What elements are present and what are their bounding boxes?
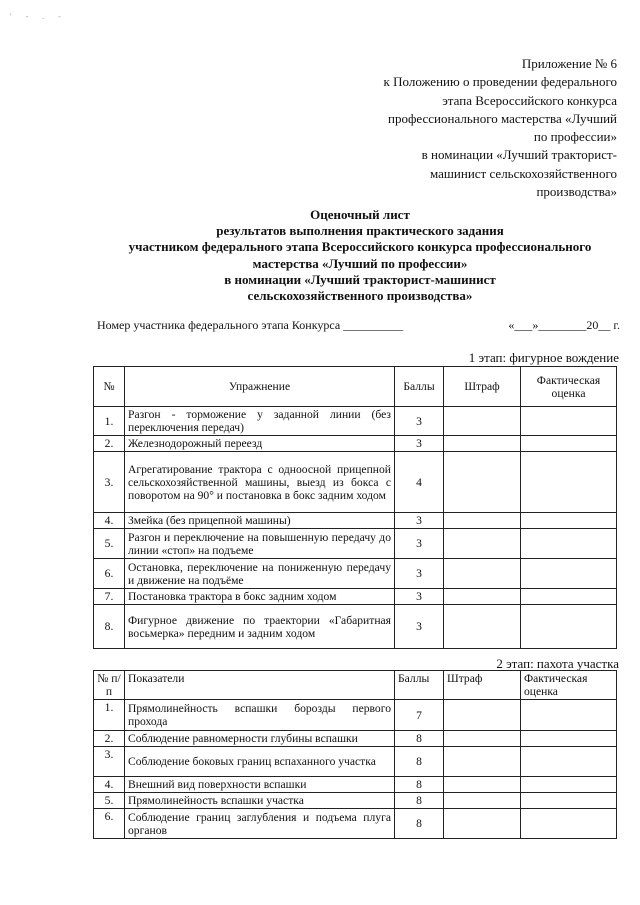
col-header-points: Баллы (395, 367, 444, 407)
actual-score-cell (521, 559, 617, 589)
penalty-cell (444, 436, 521, 452)
appendix-header (317, 55, 617, 201)
document-title (60, 207, 640, 304)
actual-score-cell (521, 747, 617, 777)
penalty-cell (444, 700, 521, 731)
actual-score-cell (521, 731, 617, 747)
points-value: 3 (395, 605, 444, 649)
actual-score-cell (521, 452, 617, 513)
stage1-title: 1 этап: фигурное вождение (468, 350, 619, 365)
col-header-penalty: Штраф (444, 671, 521, 700)
col-header-points: Баллы (395, 671, 444, 700)
exercise-name: Разгон - торможение у заданной линии (без переключения передач) (125, 407, 395, 436)
appendix-line: в номинации «Лучший тракторист- (421, 147, 617, 163)
actual-score-cell (521, 407, 617, 436)
col-header-actual-score: Фактическая оценка (521, 367, 617, 407)
table-row (94, 793, 617, 809)
exercise-name: Железнодорожный переезд (125, 436, 395, 452)
penalty-cell (444, 407, 521, 436)
row-number: 5. (94, 793, 125, 809)
actual-score-cell (521, 809, 617, 839)
points-value: 8 (395, 793, 444, 809)
penalty-cell (444, 589, 521, 605)
table-row (94, 731, 617, 747)
stage2-title: 2 этап: пахота участка (496, 656, 619, 671)
penalty-cell (444, 747, 521, 777)
actual-score-cell (521, 513, 617, 529)
table-row (94, 559, 617, 589)
appendix-line: машинист сельскохозяйственного (430, 165, 617, 181)
exercise-name: Постановка трактора в бокс задним ходом (125, 589, 395, 605)
row-number: 1. (94, 407, 125, 436)
penalty-cell (444, 777, 521, 793)
col-header-penalty: Штраф (444, 367, 521, 407)
points-value: 8 (395, 731, 444, 747)
appendix-line: производства» (536, 184, 617, 200)
actual-score-cell (521, 777, 617, 793)
table-row (94, 589, 617, 605)
actual-score-cell (521, 605, 617, 649)
points-value: 4 (395, 452, 444, 513)
row-number: 4. (94, 777, 125, 793)
scan-corner-marks: ' - . - (10, 12, 67, 21)
table-row (94, 513, 617, 529)
participant-number-label: Номер участника федерального этапа Конкурса __________ (97, 318, 404, 332)
table-row (94, 529, 617, 559)
exercise-name: Змейка (без прицепной машины) (125, 513, 395, 529)
row-number: 3. (94, 452, 125, 513)
table-row (94, 436, 617, 452)
actual-score-cell (521, 436, 617, 452)
points-value: 7 (395, 700, 444, 731)
date-field: «___»________20__ г. (508, 318, 620, 332)
table-header-row (94, 367, 617, 407)
penalty-cell (444, 809, 521, 839)
indicator-name: Соблюдение границ заглубления и подъема плуга органов (125, 809, 395, 839)
indicator-name: Внешний вид поверхности вспашки (125, 777, 395, 793)
title-line: сельскохозяйственного производства» (247, 288, 473, 304)
penalty-cell (444, 731, 521, 747)
col-header-num: № (94, 367, 125, 407)
table-row (94, 605, 617, 649)
actual-score-cell (521, 529, 617, 559)
points-value: 3 (395, 436, 444, 452)
penalty-cell (444, 513, 521, 529)
indicator-name: Соблюдение боковых границ вспаханного участка (125, 747, 395, 777)
col-header-actual-score: Фактическая оценка (521, 671, 617, 700)
points-value: 3 (395, 559, 444, 589)
row-number: 5. (94, 529, 125, 559)
actual-score-cell (521, 793, 617, 809)
appendix-line: к Положению о проведении федерального (383, 74, 617, 90)
row-number: 3. (94, 747, 125, 777)
table-header-row (94, 671, 617, 700)
appendix-line: профессионального мастерства «Лучший (388, 110, 617, 126)
indicator-name: Соблюдение равномерности глубины вспашки (125, 731, 395, 747)
table-row (94, 777, 617, 793)
penalty-cell (444, 559, 521, 589)
indicator-name: Прямолинейность вспашки борозды первого прохода (125, 700, 395, 731)
row-number: 6. (94, 809, 125, 839)
appendix-line: этапа Всероссийского конкурса (442, 92, 617, 108)
title-line: участником федерального этапа Всероссийского конкурса профессионального (128, 239, 592, 255)
title-line: результатов выполнения практического задания (216, 223, 504, 239)
title-line: Оценочный лист (310, 207, 410, 222)
table-row (94, 809, 617, 839)
row-number: 2. (94, 436, 125, 452)
actual-score-cell (521, 700, 617, 731)
exercise-name: Разгон и переключение на повышенную передачу до линии «стоп» на подъеме (125, 529, 395, 559)
appendix-line: по профессии» (533, 129, 617, 145)
exercise-name: Агрегатирование трактора с одноосной прицепной сельскохозяйственной машины, выезд из бокса с поворотом на 90° и постановка в бокс задним ходом (125, 452, 395, 513)
title-line: в номинации «Лучший тракторист-машинист (224, 271, 496, 287)
appendix-line: Приложение № 6 (521, 56, 617, 71)
col-header-exercise: Упражнение (125, 367, 395, 407)
row-number: 1. (94, 700, 125, 731)
exercise-name: Остановка, переключение на пониженную передачу и движение на подъёме (125, 559, 395, 589)
points-value: 8 (395, 777, 444, 793)
points-value: 3 (395, 529, 444, 559)
indicator-name: Прямолинейность вспашки участка (125, 793, 395, 809)
penalty-cell (444, 529, 521, 559)
title-line: мастерства «Лучший по профессии» (252, 255, 468, 271)
points-value: 3 (395, 407, 444, 436)
penalty-cell (444, 793, 521, 809)
points-value: 8 (395, 747, 444, 777)
exercise-name: Фигурное движение по траектории «Габаритная восьмерка» передним и задним ходом (125, 605, 395, 649)
stage1-table (93, 366, 617, 649)
points-value: 8 (395, 809, 444, 839)
points-value: 3 (395, 589, 444, 605)
row-number: 7. (94, 589, 125, 605)
row-number: 6. (94, 559, 125, 589)
table-row (94, 747, 617, 777)
penalty-cell (444, 605, 521, 649)
table-row (94, 452, 617, 513)
penalty-cell (444, 452, 521, 513)
row-number: 4. (94, 513, 125, 529)
table-row (94, 407, 617, 436)
row-number: 8. (94, 605, 125, 649)
col-header-num: № п/п (94, 671, 125, 700)
points-value: 3 (395, 513, 444, 529)
col-header-indicators: Показатели (125, 671, 395, 700)
row-number: 2. (94, 731, 125, 747)
stage2-table (93, 670, 617, 839)
table-row (94, 700, 617, 731)
actual-score-cell (521, 589, 617, 605)
